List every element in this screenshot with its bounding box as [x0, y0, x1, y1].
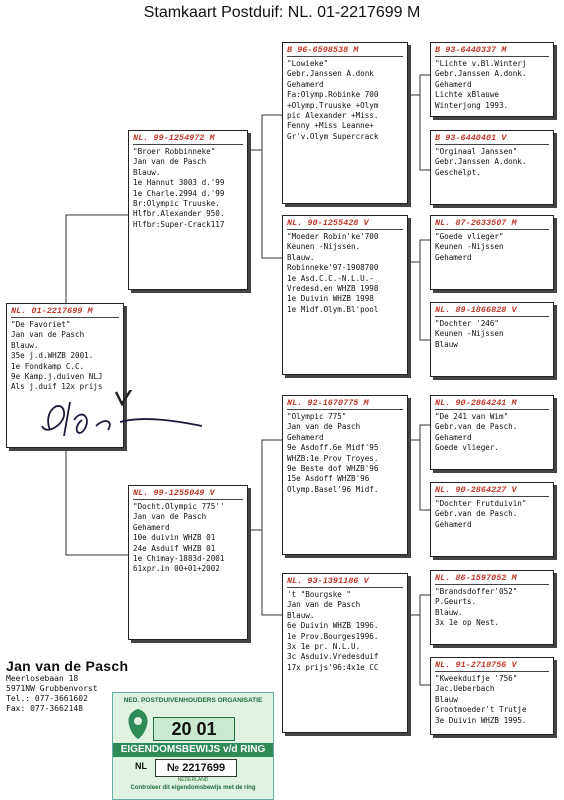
- card-line: Hlfbr.Alexander 950.: [133, 209, 225, 219]
- ring-number: B 96-6598538 M: [287, 45, 403, 57]
- bird-name: "Brandsdoffer'052": [435, 587, 518, 596]
- ring-ownership-certificate: [112, 692, 274, 800]
- card-line: 3x 1e pr. N.L.U.: [287, 642, 361, 652]
- certificate-year: 20 01: [153, 717, 235, 741]
- card-line: Blauw: [435, 339, 458, 349]
- card-line: Lichte xBlauwe: [435, 90, 500, 100]
- card-line: Robinneke'97-1908700: [287, 263, 379, 273]
- card-line: Gebr.van de Pasch.: [435, 422, 518, 432]
- pedigree-card-dd-dam: [430, 657, 554, 735]
- card-line: Br:Olympic Truuske.: [133, 199, 220, 209]
- bird-name: "Docht.Olympic 775'': [133, 502, 225, 511]
- card-line: Fa:Olymp.Robinke 700: [287, 90, 379, 100]
- ring-number: NL. 01-2217699 M: [11, 306, 119, 318]
- bird-name: "De 241 van Wim": [435, 412, 509, 421]
- owner-fax: Fax: 077-3662148: [6, 704, 84, 713]
- pedigree-card-sire-dam: [282, 215, 408, 375]
- card-line: Als j.duif 12x prijs: [11, 382, 103, 392]
- card-line: Hlfbr:Super-Crack117: [133, 219, 225, 229]
- bird-name: "Broer Robbinneke": [133, 147, 216, 156]
- pedigree-card-dam-sire: [282, 395, 408, 555]
- bird-name: "Dochter '246": [435, 319, 500, 328]
- card-line: Vredesd.en WHZB 1998: [287, 284, 379, 294]
- card-line: Blauw: [435, 694, 458, 704]
- card-line: P.Geurts.: [435, 597, 477, 607]
- card-line: Blauw.: [287, 610, 315, 620]
- owner-phone: Tel.: 077-3661602: [6, 694, 88, 703]
- card-line: WHZB:1e Prov Troyes.: [287, 453, 379, 463]
- card-line: Gehamerd: [435, 252, 472, 262]
- card-line: Gehamerd: [287, 79, 324, 89]
- pedigree-card-ds-dam: [430, 482, 554, 557]
- card-line: Keunen -Nijssen: [435, 242, 504, 252]
- card-line: Grootmoeder't Trutje: [435, 705, 527, 715]
- card-line: Winterjong 1993.: [435, 100, 509, 110]
- card-line: Jan van de Pasch: [287, 422, 361, 432]
- pedigree-card-ss-sire: [430, 42, 554, 117]
- bird-name: "Moeder Robin'ke'700: [287, 232, 379, 241]
- card-line: Jan van de Pasch: [287, 600, 361, 610]
- card-line: 1e Chimay-1883d-2001: [133, 554, 225, 564]
- pedigree-card-sd-sire: [430, 215, 554, 290]
- ring-number: B 93-6440337 M: [435, 45, 549, 57]
- bird-name: "Orginaal Janssen": [435, 147, 518, 156]
- owner-address-line: Meerlosebaan 18: [6, 674, 79, 683]
- certificate-band: EIGENDOMSBEWIJS v/d RING: [113, 743, 273, 757]
- bird-name: "Lichte v.Bl.Winterj: [435, 59, 527, 68]
- card-line: Gebr.van de Pasch.: [435, 509, 518, 519]
- card-line: 3e Duivin WHZB 1995.: [435, 715, 527, 725]
- ring-number: NL. 92-1670775 M: [287, 398, 403, 410]
- bird-name: 't "Bourgske ": [287, 590, 352, 599]
- pedigree-card-ds-sire: [430, 395, 554, 470]
- card-line: 15e Asdoff WHZB'96: [287, 474, 370, 484]
- card-line: Gehamerd: [435, 432, 472, 442]
- card-line: Gebr.Janssen A.donk: [287, 69, 374, 79]
- certificate-control-note: Controleer dit eigendomsbewijs met de ring: [130, 785, 256, 791]
- certificate-country: NL: [135, 761, 147, 771]
- card-line: Gehamerd: [287, 432, 324, 442]
- pedigree-card-ss-dam: [430, 130, 554, 205]
- owner-name: Jan van de Pasch: [6, 658, 129, 674]
- card-line: +Olymp.Truuske +Olym: [287, 100, 379, 110]
- card-line: 1e Midf.Olym.Bl'pool: [287, 304, 379, 314]
- card-line: Gebr.Janssen A.donk.: [435, 69, 527, 79]
- card-line: 35e j.d.WHZB 2001.: [11, 351, 94, 361]
- card-line: Gebr.Janssen A.donk.: [435, 157, 527, 167]
- ring-number: NL. 99-1254972 M: [133, 133, 243, 145]
- card-line: Jan van de Pasch: [133, 157, 207, 167]
- ring-number: NL. 87-2633507 M: [435, 218, 549, 230]
- owner-info: [6, 658, 128, 714]
- card-line: 1e Prov.Bourges1996.: [287, 631, 379, 641]
- card-line: Blauw.: [435, 607, 463, 617]
- card-line: Geschelpt.: [435, 167, 481, 177]
- card-line: Keunen -Nijssen: [435, 329, 504, 339]
- certificate-ring-number: № 2217699: [155, 759, 237, 777]
- card-line: Goede vlieger.: [435, 443, 500, 453]
- ring-number: NL. 91-2718756 V: [435, 660, 549, 672]
- certificate-organisation: NED. POSTDUIVENHOUDERS ORGANISATIE: [123, 697, 263, 704]
- bird-name: "Kweekduifje '756": [435, 674, 518, 683]
- card-line: 6e Duivin WHZB 1996.: [287, 621, 379, 631]
- card-line: 9e Kamp.j.duiven NLJ: [11, 372, 103, 382]
- ring-number: NL. 90-1255428 V: [287, 218, 403, 230]
- card-line: Jan van de Pasch: [11, 330, 85, 340]
- ring-number: NL. 99-1255049 V: [133, 488, 243, 500]
- bird-name: "Lowieke": [287, 59, 329, 68]
- pedigree-card-sd-dam: [430, 302, 554, 377]
- card-line: Blauw.: [133, 167, 161, 177]
- card-line: Blauw.: [11, 340, 39, 350]
- card-line: Gr'v.Olym Supercrack: [287, 131, 379, 141]
- card-line: 1e Duivin WHZB 1998: [287, 294, 374, 304]
- pedigree-card-dd-sire: [430, 570, 554, 645]
- card-line: Keunen -Nijssen.: [287, 242, 361, 252]
- card-line: 1e Hannut 3003 d.'99: [133, 178, 225, 188]
- card-line: Blauw.: [287, 252, 315, 262]
- bird-name: "De Favoriet": [11, 320, 71, 329]
- card-line: 10e duivin WHZB 01: [133, 533, 216, 543]
- card-line: 1e Fondkamp C.C.: [11, 361, 85, 371]
- bird-name: "Dochter Frutduivin": [435, 499, 527, 508]
- card-line: Jac.Ueberbach: [435, 684, 495, 694]
- card-line: 24e Asduif WHZB 01: [133, 543, 216, 553]
- owner-address-line: 5971NW Grubbenvorst: [6, 684, 98, 693]
- bird-name: "Olympic 775": [287, 412, 347, 421]
- card-line: 1e Charle.2994 d.'99: [133, 188, 225, 198]
- bird-name: "Goede vlieger": [435, 232, 504, 241]
- card-line: Fenny +Miss Leanne+: [287, 121, 374, 131]
- lion-emblem-icon: [125, 707, 151, 741]
- card-line: pic Alexander +Miss.: [287, 111, 379, 121]
- ring-number: NL. 90-2864241 M: [435, 398, 549, 410]
- pedigree-card-dam-dam: [282, 573, 408, 733]
- certificate-country-name: NEDERLAND: [177, 777, 209, 783]
- card-line: 17x prijs'96:4x1e CC: [287, 662, 379, 672]
- handwritten-signature: [12, 390, 212, 450]
- page-title: Stamkaart Postduif: NL. 01-2217699 M: [143, 4, 421, 21]
- card-line: 3x 1e op Nest.: [435, 618, 500, 628]
- card-line: 9e Beste dof WHZB'96: [287, 464, 379, 474]
- card-line: Gehamerd: [435, 519, 472, 529]
- card-line: Jan van de Pasch: [133, 512, 207, 522]
- ring-number: B 93-6440401 V: [435, 133, 549, 145]
- card-line: 3c Asduiv.Vredesduif: [287, 652, 379, 662]
- card-line: Olymp.Basel'96 Midf.: [287, 484, 379, 494]
- ring-number: NL. 93-1391186 V: [287, 576, 403, 588]
- ring-number: NL. 90-2864227 V: [435, 485, 549, 497]
- card-line: 61xpr.in 00+01+2002: [133, 564, 220, 574]
- card-line: Gehamerd: [133, 522, 170, 532]
- card-line: 9e Asdoff.6e Midf'95: [287, 443, 379, 453]
- pedigree-card-dam: [128, 485, 248, 640]
- ring-number: NL. 89-1866828 V: [435, 305, 549, 317]
- pedigree-card-sire-sire: [282, 42, 408, 204]
- pedigree-card-sire: [128, 130, 248, 290]
- card-line: 1e Asd.C.C.-N.L.U.-: [287, 273, 374, 283]
- card-line: Gehamerd: [435, 79, 472, 89]
- ring-number: NL. 86-1597052 M: [435, 573, 549, 585]
